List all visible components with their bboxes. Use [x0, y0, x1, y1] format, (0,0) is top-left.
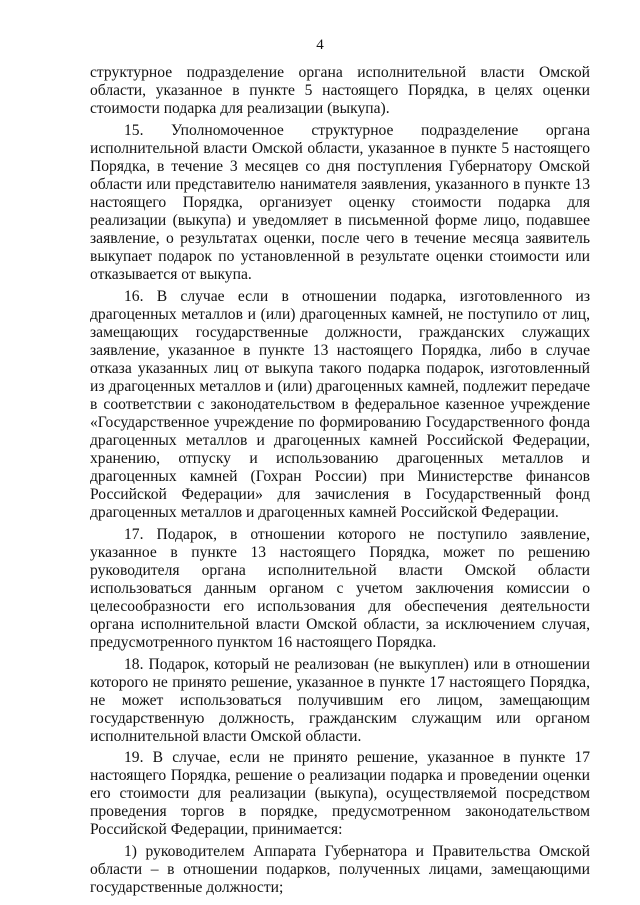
paragraph-item-18: 18. Подарок, который не реализован (не выкуплен) или в отношении которого не принято решение, указанное в пункте 17 настоящего Порядка, не может использоваться получившим его лицом, замещающим государственную должность, гражданским служащим или органом исполнительной власти Омской области.: [90, 655, 590, 745]
paragraph-item-15: 15. Уполномоченное структурное подразделение органа исполнительной власти Омской области, указанное в пункте 5 настоящего Порядка, в течение 3 месяцев со дня поступления Губернатору Омской области или представителю нанимателя заявления, указанного в пункте 13 настоящего Порядка, организует оценку стоимости подарка для реализации (выкупа) и уведомляет в письменной форме лицо, подавшее заявление, о результатах оценки, после чего в течение месяца заявитель выкупает подарок по установленной в результате оценки стоимости или отказывается от выкупа.: [90, 121, 590, 284]
paragraph-subitem-1: 1) руководителем Аппарата Губернатора и Правительства Омской области – в отношении подарков, полученных лицами, замещающими государственные должности;: [90, 842, 590, 897]
page-number: 4: [316, 37, 324, 53]
paragraph-item-16: 16. В случае если в отношении подарка, изготовленного из драгоценных металлов и (или) драгоценных камней, не поступило от лиц, замещающих государственные должности, гражданских служащих заявление, указанное в пункте 13 настоящего Порядка, либо в случае отказа указанных лиц от выкупа такого подарка подарок, изготовленный из драгоценных металлов и (или) драгоценных камней, подлежит передаче в соответствии с законодательством в федеральное казенное учреждение «Государственное учреждение по формированию Государственного фонда драгоценных металлов и драгоценных камней Российской Федерации, хранению, отпуску и использованию драгоценных металлов и драгоценных камней (Гохран России) при Министерстве финансов Российской Федерации» для зачисления в Государственный фонд драгоценных металлов и драгоценных камней Российской Федерации.: [90, 287, 590, 522]
document-body: [90, 64, 590, 897]
paragraph-continuation: структурное подразделение органа исполнительной власти Омской области, указанное в пункте 5 настоящего Порядка, в целях оценки стоимости подарка для реализации (выкупа).: [90, 64, 590, 118]
paragraph-item-19: 19. В случае, если не принято решение, указанное в пункте 17 настоящего Порядка, решение о реализации подарка и проведении оценки его стоимости для реализации (выкупа), осуществляемой посредством проведения торгов в порядке, предусмотренном законодательством Российской Федерации, принимается:: [90, 749, 590, 839]
paragraph-item-17: 17. Подарок, в отношении которого не поступило заявление, указанное в пункте 13 настоящего Порядка, может по решению руководителя органа исполнительной власти Омской области использоваться данным органом с учетом заключения комиссии о целесообразности его использования для обеспечения деятельности органа исполнительной власти Омской области, за исключением случая, предусмотренного пунктом 16 настоящего Порядка.: [90, 525, 590, 651]
